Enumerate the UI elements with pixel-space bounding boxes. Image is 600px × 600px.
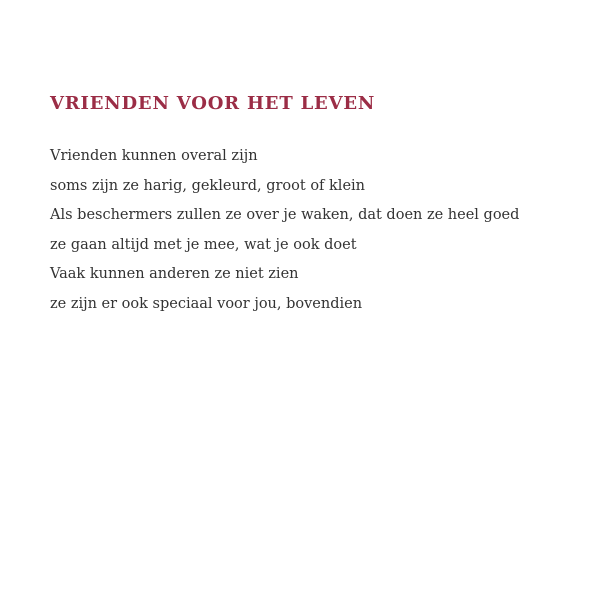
poem-line: ze zijn er ook speciaal voor jou, bovendien	[50, 295, 363, 312]
poem-line: Vrienden kunnen overal zijn	[50, 148, 258, 164]
poem-line: Als beschermers zullen ze over je waken, dat doen ze heel goed	[50, 207, 520, 223]
poem-line: ze gaan altijd met je mee, wat je ook doet	[50, 236, 357, 253]
poem-line: soms zijn ze harig, gekleurd, groot of klein	[50, 177, 366, 194]
poem-line: Vaak kunnen anderen ze niet zien	[50, 266, 299, 282]
poem-title: VRIENDEN VOOR HET LEVEN	[50, 93, 376, 114]
poem-body	[50, 142, 519, 319]
